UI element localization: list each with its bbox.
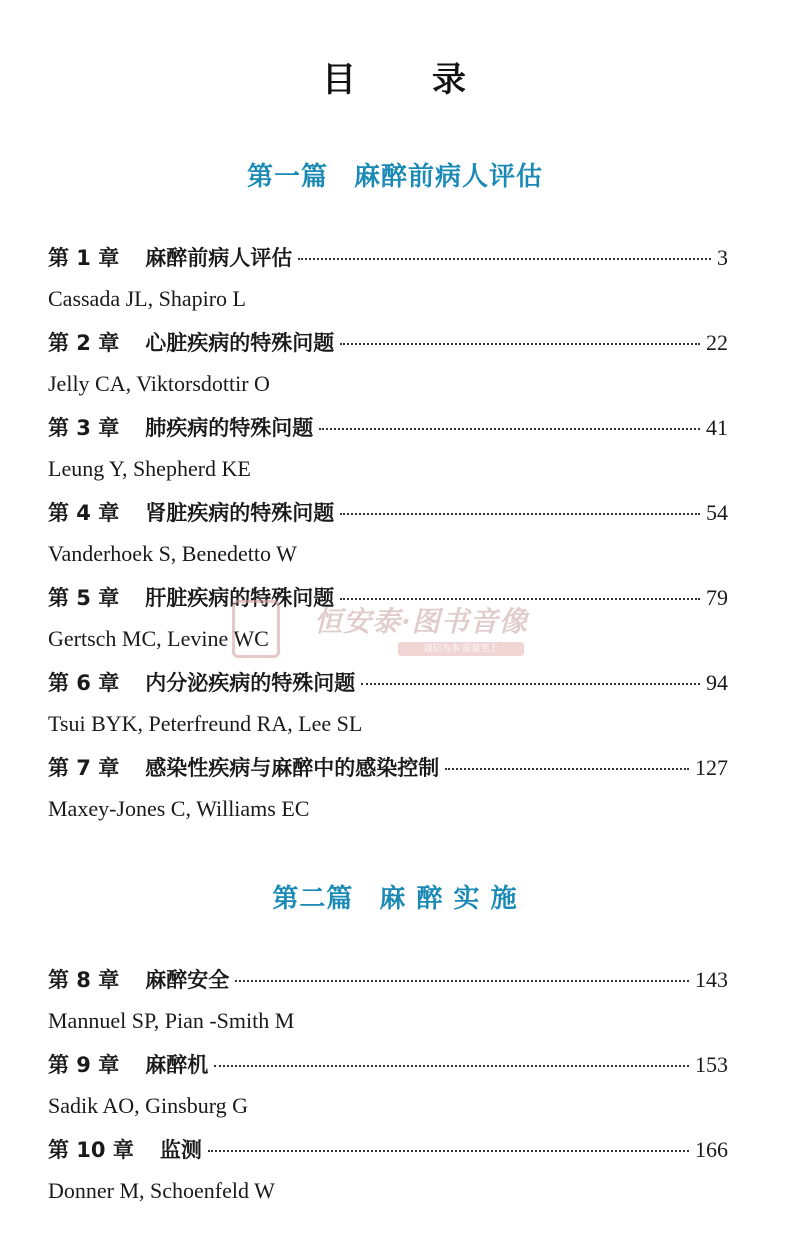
page-number: 3 xyxy=(717,245,728,270)
chapter-label: 第 9 章 xyxy=(48,1053,120,1077)
chapter-authors: Tsui BYK, Peterfreund RA, Lee SL xyxy=(48,711,363,736)
chapter-label: 第 3 章 xyxy=(48,416,120,440)
leader-dots xyxy=(340,343,700,345)
chapter-authors: Vanderhoek S, Benedetto W xyxy=(48,541,297,566)
page-number: 166 xyxy=(695,1137,728,1162)
part-title: 麻醉前病人评估 xyxy=(354,162,544,192)
page-number: 143 xyxy=(695,967,728,992)
part-heading-2 xyxy=(0,878,790,915)
page-title-char-1: 目 xyxy=(322,60,358,100)
toc-entry-chapter-3[interactable] xyxy=(48,412,728,482)
chapter-title: 感染性疾病与麻醉中的感染控制 xyxy=(145,756,440,780)
chapter-label: 第 8 章 xyxy=(48,968,120,992)
leader-dots xyxy=(445,768,689,770)
leader-dots xyxy=(361,683,700,685)
page-number: 22 xyxy=(706,330,728,355)
chapter-title: 麻醉前病人评估 xyxy=(145,246,293,270)
leader-dots xyxy=(208,1150,689,1152)
chapter-title: 心脏疾病的特殊问题 xyxy=(145,331,335,355)
chapter-label: 第 5 章 xyxy=(48,586,120,610)
toc-entry-chapter-7[interactable] xyxy=(48,752,728,822)
toc-entry-chapter-10[interactable] xyxy=(48,1134,728,1204)
leader-dots xyxy=(298,258,711,260)
chapter-label: 第 4 章 xyxy=(48,501,120,525)
chapter-authors: Sadik AO, Ginsburg G xyxy=(48,1093,249,1118)
leader-dots xyxy=(340,598,700,600)
toc-entry-chapter-6[interactable] xyxy=(48,667,728,737)
toc-entry-chapter-1[interactable] xyxy=(48,242,728,312)
leader-dots xyxy=(319,428,700,430)
page-number: 127 xyxy=(695,755,728,780)
page-title-char-2: 录 xyxy=(432,60,468,100)
chapter-label: 第 6 章 xyxy=(48,671,120,695)
toc-entry-chapter-9[interactable] xyxy=(48,1049,728,1119)
chapter-label: 第 7 章 xyxy=(48,756,120,780)
chapter-title: 肝脏疾病的特殊问题 xyxy=(145,586,335,610)
page-number: 94 xyxy=(706,670,728,695)
page-title xyxy=(0,52,790,101)
chapter-label: 第 1 章 xyxy=(48,246,120,270)
leader-dots xyxy=(340,513,700,515)
chapter-title: 麻醉机 xyxy=(145,1053,209,1077)
chapter-title: 肺疾病的特殊问题 xyxy=(145,416,314,440)
chapter-authors: Jelly CA, Viktorsdottir O xyxy=(48,371,270,396)
chapter-title: 内分泌疾病的特殊问题 xyxy=(145,671,356,695)
part-label: 第一篇 xyxy=(246,162,328,192)
watermark-slogan: 诚信为本 质量至上 xyxy=(398,642,524,656)
part-heading-1 xyxy=(0,156,790,193)
page-number: 41 xyxy=(706,415,728,440)
chapter-authors: Donner M, Schoenfeld W xyxy=(48,1178,275,1203)
page-number: 153 xyxy=(695,1052,728,1077)
part-label: 第二篇 xyxy=(272,884,354,914)
leader-dots xyxy=(214,1065,689,1067)
chapter-authors: Gertsch MC, Levine WC xyxy=(48,626,269,651)
chapter-title: 肾脏疾病的特殊问题 xyxy=(145,501,335,525)
chapter-authors: Maxey-Jones C, Williams EC xyxy=(48,796,310,821)
toc-entry-chapter-5[interactable] xyxy=(48,582,728,652)
watermark-text: 恒安泰·图书音像 xyxy=(314,605,528,638)
part-title: 麻 醉 实 施 xyxy=(379,884,518,914)
toc-entry-chapter-2[interactable] xyxy=(48,327,728,397)
chapter-title: 监测 xyxy=(159,1138,202,1162)
chapter-title: 麻醉安全 xyxy=(145,968,230,992)
chapter-authors: Cassada JL, Shapiro L xyxy=(48,286,246,311)
leader-dots xyxy=(235,980,689,982)
chapter-label: 第 10 章 xyxy=(48,1138,134,1162)
toc-entry-chapter-4[interactable] xyxy=(48,497,728,567)
page-number: 54 xyxy=(706,500,728,525)
toc-entry-chapter-8[interactable] xyxy=(48,964,728,1034)
chapter-authors: Mannuel SP, Pian -Smith M xyxy=(48,1008,295,1033)
chapter-authors: Leung Y, Shepherd KE xyxy=(48,456,251,481)
chapter-label: 第 2 章 xyxy=(48,331,120,355)
page-number: 79 xyxy=(706,585,728,610)
